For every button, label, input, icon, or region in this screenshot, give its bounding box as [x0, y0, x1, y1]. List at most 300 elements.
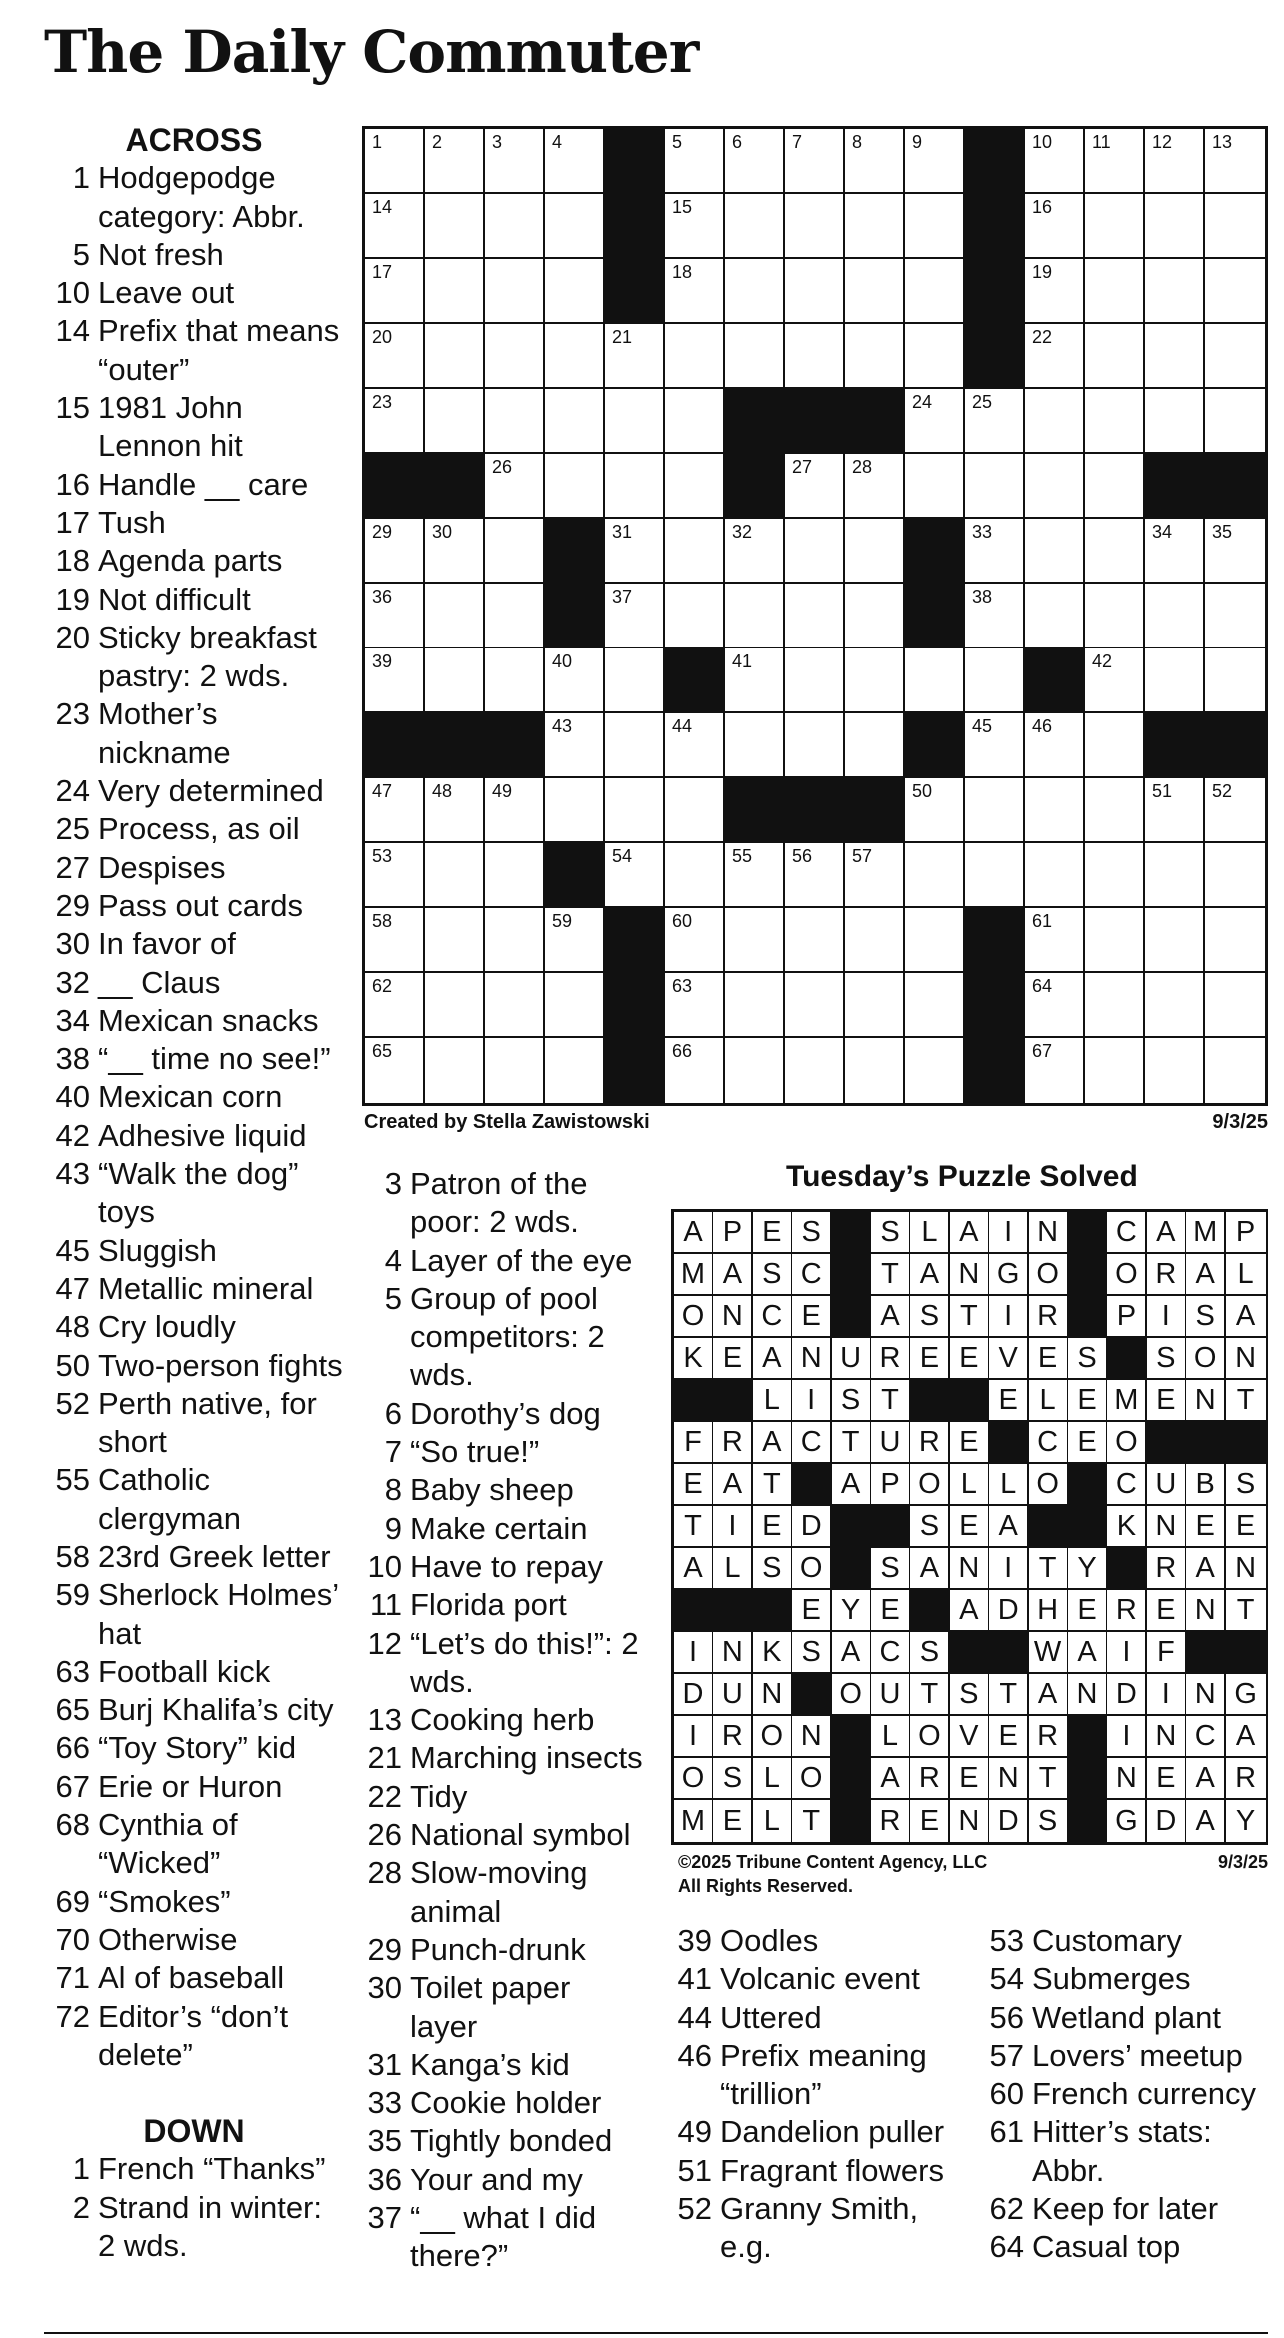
clue-item — [666, 1999, 972, 2037]
cell-number: 45 — [972, 716, 993, 737]
clue-item — [44, 1998, 344, 2075]
cell-letter: V — [959, 1719, 979, 1752]
grid-cell — [1107, 1296, 1147, 1338]
cell-letter: M — [680, 1804, 706, 1837]
cell-number: 61 — [1032, 911, 1053, 932]
grid-cell — [545, 259, 605, 324]
cell-number: 55 — [732, 846, 753, 867]
clue-text: Prefix that means “outer” — [98, 313, 340, 387]
grid-cell — [965, 584, 1025, 649]
grid-block — [965, 259, 1025, 324]
grid-cell — [1068, 1338, 1108, 1380]
grid-cell — [665, 454, 725, 519]
clue-item — [44, 1040, 344, 1078]
clue-number: 7 — [384, 1434, 402, 1470]
grid-block — [1068, 1464, 1108, 1506]
grid-cell — [485, 454, 545, 519]
grid-cell — [725, 259, 785, 324]
grid-cell — [725, 713, 785, 778]
cell-number: 32 — [732, 521, 753, 542]
grid-cell — [1205, 129, 1265, 194]
cell-letter: D — [682, 1677, 704, 1710]
cell-letter: H — [1037, 1593, 1059, 1626]
clue-item — [978, 2113, 1268, 2190]
cell-number: 51 — [1152, 781, 1173, 802]
grid-cell — [989, 1296, 1029, 1338]
clue-item — [978, 2037, 1268, 2075]
grid-cell — [1085, 389, 1145, 454]
grid-cell — [1025, 389, 1085, 454]
clue-number: 34 — [55, 1002, 90, 1038]
grid-cell — [871, 1380, 911, 1422]
grid-cell — [1029, 1296, 1069, 1338]
grid-cell — [713, 1296, 753, 1338]
grid-cell — [1205, 778, 1265, 843]
grid-cell — [871, 1674, 911, 1716]
grid-cell — [485, 259, 545, 324]
cell-number: 37 — [612, 586, 633, 607]
grid-cell — [605, 648, 665, 713]
cell-letter: K — [1116, 1509, 1137, 1542]
cell-letter: C — [1115, 1215, 1137, 1248]
grid-cell — [665, 389, 725, 454]
grid-cell — [910, 1758, 950, 1800]
grid-cell — [485, 1038, 545, 1103]
clue-item — [44, 1270, 344, 1308]
grid-cell — [1029, 1212, 1069, 1254]
cell-letter: I — [1004, 1299, 1013, 1332]
cell-letter: N — [958, 1551, 980, 1584]
grid-cell — [365, 778, 425, 843]
cell-letter: N — [800, 1719, 822, 1752]
grid-cell — [950, 1464, 990, 1506]
cell-letter: T — [959, 1299, 978, 1332]
cell-letter: S — [840, 1383, 861, 1416]
grid-cell — [725, 584, 785, 649]
grid-cell — [665, 1038, 725, 1103]
cell-letter: E — [801, 1299, 821, 1332]
clue-text: Mexican snacks — [98, 1002, 319, 1038]
clue-item — [356, 1548, 644, 1586]
grid-cell — [905, 389, 965, 454]
grid-cell — [545, 973, 605, 1038]
cell-letter: I — [1122, 1719, 1131, 1752]
grid-cell — [1226, 1254, 1266, 1296]
cell-number: 21 — [612, 326, 633, 347]
grid-cell — [965, 648, 1025, 713]
grid-block — [545, 843, 605, 908]
cell-letter: C — [879, 1635, 901, 1668]
down-clue-column-4 — [978, 1922, 1268, 2267]
cell-letter: R — [1155, 1257, 1177, 1290]
grid-cell — [845, 648, 905, 713]
cell-letter: U — [879, 1425, 901, 1458]
cell-letter: M — [1114, 1383, 1139, 1416]
clue-number: 29 — [367, 1931, 402, 1967]
cell-letter: N — [1235, 1341, 1257, 1374]
down-clue-column-2 — [356, 1165, 644, 2276]
clue-number: 55 — [55, 1462, 90, 1498]
clue-text: Not fresh — [98, 236, 224, 272]
clue-item — [44, 312, 344, 389]
cell-letter: R — [1155, 1551, 1177, 1584]
cell-letter: S — [1235, 1467, 1256, 1500]
cell-letter: C — [1115, 1467, 1137, 1500]
grid-cell — [545, 389, 605, 454]
cell-letter: C — [800, 1257, 822, 1290]
cell-letter: R — [918, 1761, 940, 1794]
grid-block — [832, 1758, 872, 1800]
grid-cell — [1029, 1422, 1069, 1464]
grid-cell — [785, 259, 845, 324]
clue-text: Submerges — [1032, 1961, 1191, 1997]
grid-cell — [950, 1296, 990, 1338]
grid-cell — [425, 584, 485, 649]
cell-letter: R — [1037, 1719, 1059, 1752]
grid-block — [1147, 1422, 1187, 1464]
clue-text: Otherwise — [98, 1921, 238, 1957]
clue-text: Cooking herb — [410, 1702, 595, 1738]
grid-cell — [1068, 1674, 1108, 1716]
grid-cell — [832, 1422, 872, 1464]
grid-cell — [965, 713, 1025, 778]
clue-text: Cynthia of “Wicked” — [98, 1807, 238, 1881]
cell-letter: E — [1156, 1383, 1176, 1416]
grid-cell — [1085, 259, 1145, 324]
cell-letter: U — [721, 1677, 743, 1710]
grid-block — [1068, 1716, 1108, 1758]
grid-cell — [989, 1254, 1029, 1296]
grid-cell — [1025, 259, 1085, 324]
grid-cell — [1147, 1674, 1187, 1716]
grid-cell — [1186, 1212, 1226, 1254]
cell-letter: P — [722, 1215, 743, 1248]
grid-cell — [665, 324, 725, 389]
grid-cell — [845, 194, 905, 259]
grid-cell — [674, 1296, 714, 1338]
grid-cell — [425, 519, 485, 584]
cell-letter: R — [721, 1425, 743, 1458]
clue-number: 21 — [367, 1740, 402, 1776]
clue-text: Dandelion puller — [720, 2114, 945, 2150]
grid-cell — [605, 713, 665, 778]
cell-letter: S — [1195, 1299, 1215, 1332]
grid-block — [1205, 454, 1265, 519]
grid-cell — [792, 1254, 832, 1296]
cell-letter: A — [1235, 1299, 1256, 1332]
grid-cell — [485, 908, 545, 973]
clue-number: 58 — [55, 1538, 90, 1574]
clue-text: Perth native, for short — [98, 1385, 317, 1460]
grid-cell — [1205, 259, 1265, 324]
clue-number: 50 — [55, 1347, 90, 1383]
clue-number: 8 — [384, 1472, 402, 1508]
clue-text: “Toy Story” kid — [98, 1730, 297, 1766]
grid-cell — [425, 778, 485, 843]
grid-cell — [1145, 908, 1205, 973]
grid-cell — [674, 1422, 714, 1464]
clue-number: 18 — [55, 543, 90, 579]
grid-cell — [753, 1674, 793, 1716]
cell-number: 14 — [372, 196, 393, 217]
grid-cell — [1226, 1296, 1266, 1338]
grid-cell — [950, 1254, 990, 1296]
grid-cell — [905, 259, 965, 324]
grid-block — [1145, 713, 1205, 778]
cell-letter: I — [688, 1719, 698, 1752]
clue-item — [44, 1691, 344, 1729]
cell-number: 23 — [372, 391, 393, 412]
clue-item — [44, 1461, 344, 1538]
cell-number: 43 — [552, 716, 573, 737]
grid-cell — [1025, 129, 1085, 194]
cell-letter: O — [1036, 1467, 1059, 1500]
grid-cell — [1186, 1590, 1226, 1632]
grid-cell — [485, 129, 545, 194]
cell-letter: T — [802, 1804, 821, 1837]
clue-number: 16 — [55, 466, 90, 502]
clue-item — [44, 1078, 344, 1116]
grid-cell — [792, 1506, 832, 1548]
grid-cell — [845, 584, 905, 649]
cell-letter: L — [763, 1761, 780, 1794]
clue-item — [44, 504, 344, 542]
clue-number: 63 — [55, 1653, 90, 1689]
grid-cell — [792, 1800, 832, 1842]
grid-cell — [950, 1800, 990, 1842]
clue-item — [356, 1625, 644, 1702]
clue-item — [44, 1308, 344, 1346]
grid-cell — [871, 1338, 911, 1380]
grid-cell — [910, 1254, 950, 1296]
grid-cell — [1085, 194, 1145, 259]
grid-cell — [485, 973, 545, 1038]
clue-text: Burj Khalifa’s city — [98, 1692, 334, 1728]
grid-cell — [1029, 1716, 1069, 1758]
grid-block — [365, 454, 425, 519]
cell-letter: R — [1235, 1761, 1257, 1794]
grid-cell — [1029, 1338, 1069, 1380]
grid-block — [725, 778, 785, 843]
down-clue-list-1 — [44, 2150, 344, 2265]
grid-cell — [1085, 324, 1145, 389]
grid-cell — [425, 843, 485, 908]
grid-block — [1186, 1422, 1226, 1464]
grid-cell — [989, 1548, 1029, 1590]
clue-text: Slow-moving animal — [410, 1855, 588, 1929]
clue-item — [356, 2046, 644, 2084]
clue-number: 61 — [989, 2114, 1024, 2150]
cell-number: 22 — [1032, 326, 1053, 347]
grid-cell — [1029, 1548, 1069, 1590]
cell-letter: S — [722, 1761, 743, 1794]
cell-letter: L — [763, 1383, 780, 1416]
clue-text: Toilet paper layer — [410, 1970, 571, 2044]
cell-letter: O — [799, 1551, 823, 1584]
grid-block — [785, 778, 845, 843]
clue-item — [44, 1347, 344, 1385]
grid-cell — [1147, 1632, 1187, 1674]
clue-number: 25 — [55, 811, 90, 847]
grid-cell — [950, 1674, 990, 1716]
cell-number: 15 — [672, 196, 693, 217]
clue-text: Kanga’s kid — [410, 2046, 570, 2082]
clue-text: Casual top — [1032, 2229, 1181, 2265]
cell-letter: S — [919, 1299, 940, 1332]
clue-item — [44, 1729, 344, 1767]
cell-letter: E — [801, 1593, 821, 1626]
grid-cell — [989, 1338, 1029, 1380]
grid-block — [605, 194, 665, 259]
clue-text: Adhesive liquid — [98, 1117, 307, 1153]
clue-item — [44, 887, 344, 925]
clue-item — [44, 159, 344, 236]
grid-cell — [1205, 1038, 1265, 1103]
grid-cell — [365, 194, 425, 259]
clue-text: Layer of the eye — [410, 1242, 633, 1278]
grid-block — [905, 584, 965, 649]
grid-cell — [1147, 1464, 1187, 1506]
clue-text: Strand in winter: 2 wds. — [98, 2189, 322, 2264]
clue-text: Sluggish — [98, 1232, 217, 1268]
grid-cell — [1147, 1212, 1187, 1254]
cell-letter: C — [800, 1425, 822, 1458]
cell-number: 16 — [1032, 196, 1053, 217]
grid-cell — [792, 1338, 832, 1380]
cell-number: 11 — [1092, 132, 1111, 152]
cell-letter: O — [1036, 1257, 1059, 1290]
cell-letter: T — [881, 1383, 899, 1416]
grid-cell — [425, 259, 485, 324]
grid-cell — [605, 454, 665, 519]
clue-number: 57 — [989, 2037, 1024, 2073]
clue-item — [44, 849, 344, 887]
clue-text: Sticky breakfast pastry: 2 wds. — [98, 619, 317, 694]
cell-number: 57 — [852, 846, 873, 867]
clue-item — [978, 1922, 1268, 1960]
grid-block — [605, 259, 665, 324]
clue-text: 23rd Greek letter — [98, 1538, 331, 1574]
clue-number: 60 — [989, 2076, 1024, 2112]
cell-number: 20 — [372, 326, 393, 347]
grid-cell — [785, 454, 845, 519]
grid-block — [713, 1590, 753, 1632]
grid-cell — [785, 713, 845, 778]
cell-letter: Y — [1077, 1551, 1097, 1584]
grid-cell — [1025, 519, 1085, 584]
grid-cell — [753, 1758, 793, 1800]
clue-item — [44, 1232, 344, 1270]
grid-block — [785, 389, 845, 454]
clue-text: “__ what I did there?” — [410, 2200, 597, 2274]
grid-cell — [785, 129, 845, 194]
clue-number: 44 — [677, 1999, 712, 2035]
grid-cell — [425, 194, 485, 259]
cell-letter: U — [879, 1677, 901, 1710]
grid-cell — [485, 584, 545, 649]
cell-letter: D — [997, 1593, 1019, 1626]
clue-number: 49 — [677, 2114, 712, 2150]
cell-letter: A — [1156, 1215, 1176, 1248]
grid-cell — [905, 908, 965, 973]
grid-cell — [910, 1296, 950, 1338]
clue-item — [978, 2075, 1268, 2113]
clue-number: 1 — [72, 160, 90, 196]
clue-item — [356, 1739, 644, 1777]
grid-cell — [1107, 1212, 1147, 1254]
clue-item — [978, 1960, 1268, 1998]
grid-cell — [365, 973, 425, 1038]
clue-text: Customary — [1032, 1923, 1182, 1958]
grid-cell — [950, 1716, 990, 1758]
cell-letter: N — [1194, 1677, 1216, 1710]
cell-letter: N — [1155, 1719, 1177, 1752]
cell-letter: O — [918, 1719, 941, 1752]
grid-cell — [753, 1338, 793, 1380]
cell-letter: N — [997, 1761, 1019, 1794]
grid-block — [832, 1212, 872, 1254]
grid-cell — [785, 908, 845, 973]
grid-block — [425, 454, 485, 519]
grid-cell — [905, 194, 965, 259]
grid-cell — [605, 843, 665, 908]
clue-text: Tightly bonded — [410, 2123, 613, 2159]
clue-text: Have to repay — [410, 1548, 603, 1584]
grid-cell — [792, 1632, 832, 1674]
grid-cell — [785, 843, 845, 908]
clue-number: 40 — [55, 1079, 90, 1115]
cell-letter: Y — [1235, 1804, 1256, 1837]
cell-letter: U — [840, 1341, 862, 1374]
grid-cell — [485, 843, 545, 908]
clue-item — [978, 2228, 1268, 2266]
cell-letter: E — [880, 1593, 900, 1626]
cell-letter: N — [958, 1257, 980, 1290]
grid-block — [965, 1038, 1025, 1103]
grid-cell — [785, 584, 845, 649]
cell-letter: D — [800, 1509, 822, 1542]
grid-cell — [365, 259, 425, 324]
grid-cell — [1025, 454, 1085, 519]
cell-number: 10 — [1032, 132, 1053, 152]
clue-text: National symbol — [410, 1817, 631, 1853]
grid-cell — [845, 1038, 905, 1103]
grid-block — [832, 1548, 872, 1590]
grid-cell — [950, 1506, 990, 1548]
cell-number: 4 — [552, 132, 563, 152]
grid-cell — [1029, 1800, 1069, 1842]
clue-number: 10 — [367, 1548, 402, 1584]
grid-cell — [832, 1380, 872, 1422]
grid-cell — [792, 1548, 832, 1590]
cell-letter: A — [840, 1635, 861, 1668]
cell-letter: O — [1115, 1425, 1138, 1458]
grid-cell — [1205, 843, 1265, 908]
grid-cell — [665, 194, 725, 259]
grid-cell — [845, 259, 905, 324]
clue-text: Cookie holder — [410, 2085, 602, 2121]
grid-cell — [1107, 1800, 1147, 1842]
clue-text: Tidy — [410, 1778, 468, 1814]
grid-cell — [1085, 454, 1145, 519]
cell-letter: G — [996, 1257, 1020, 1290]
clue-item — [356, 1395, 644, 1433]
clue-number: 43 — [55, 1156, 90, 1192]
clue-number: 5 — [384, 1280, 402, 1316]
clue-text: French “Thanks” — [98, 2151, 326, 2187]
grid-cell — [365, 324, 425, 389]
grid-cell — [753, 1632, 793, 1674]
